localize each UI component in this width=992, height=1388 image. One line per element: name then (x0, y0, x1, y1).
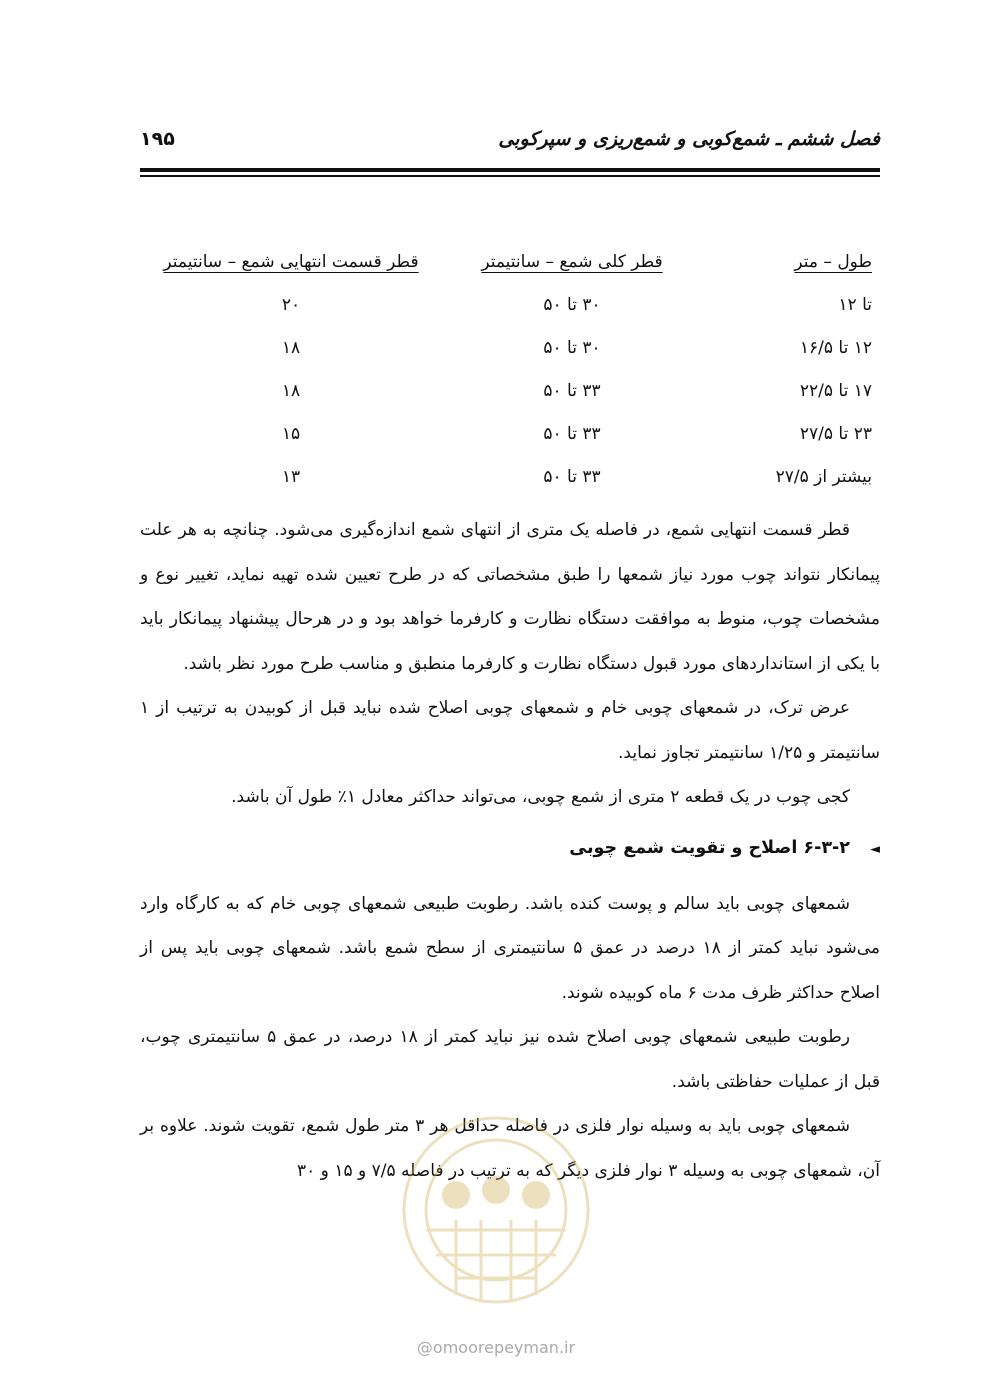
table-row (160, 424, 872, 467)
table-cell: ۱۸ (281, 381, 301, 401)
page-header (140, 128, 880, 162)
table-cell: بیشتر از ۲۷/۵ (775, 467, 872, 487)
table-row (160, 381, 872, 424)
watermark-logo-icon (396, 1110, 596, 1310)
table-cell: ۱۳ (281, 467, 301, 487)
section-heading-text: ۶-۳-۲ اصلاح و تقویت شمع چوبی (569, 837, 850, 858)
table-header-row (160, 252, 872, 295)
paragraph: کجی چوب در یک قطعه ۲ متری از شمع چوبی، می‌تواند حداکثر معادل ۱٪ طول آن باشد. (231, 787, 850, 807)
table-cell: تا ۱۲ (838, 295, 872, 315)
table-header-cell: قطر کلی شمع – سانتیمتر (481, 252, 663, 272)
paragraph: رطوبت طبیعی شمعهای چوبی اصلاح شده نیز نباید کمتر از ۱۸ درصد، در عمق ۵ سانتیمتری چوب، قبل از عملیات حفاظتی باشد. (140, 1027, 880, 1092)
table-cell: ۱۲ تا ۱۶/۵ (799, 338, 872, 358)
table-row (160, 295, 872, 338)
table-header-cell: قطر قسمت انتهایی شمع – سانتیمتر (163, 252, 419, 272)
table-cell: ۳۳ تا ۵۰ (543, 381, 601, 401)
chapter-title: فصل ششم ـ شمع‌کوبی و شمع‌ریزی و سپرکوبی (498, 128, 880, 150)
section-heading (140, 820, 880, 882)
table-row (160, 467, 872, 510)
table-cell: ۱۵ (281, 424, 301, 444)
page-number: ۱۹۵ (140, 128, 175, 150)
header-rule-thin (140, 175, 880, 177)
triangle-bullet-icon: ◄ (870, 841, 880, 857)
paragraph: شمعهای چوبی باید به وسیله نوار فلزی در فاصله حداقل هر ۳ متر طول شمع، تقویت شوند. علاوه بر آن، شمعهای چوبی به وسیله ۳ نوار فلزی دیگر که به ترتیب در فاصله ۷/۵ و ۱۵ و ۳۰ (140, 1116, 880, 1181)
table-cell: ۲۰ (281, 295, 301, 315)
watermark-url: @omoorepeyman.ir (416, 1338, 576, 1357)
table-row (160, 338, 872, 381)
paragraph: عرض ترک، در شمعهای چوبی خام و شمعهای چوبی اصلاح شده نباید قبل از کوبیدن به ترتیب از ۱ سانتیمتر و ۱/۲۵ سانتیمتر تجاوز نماید. (140, 698, 880, 763)
table-cell: ۱۸ (281, 338, 301, 358)
paragraph: شمعهای چوبی باید سالم و پوست کنده باشد. رطوبت طبیعی شمعهای چوبی خام که به کارگاه وارد می‌شود نباید کمتر از ۱۸ درصد در عمق ۵ سانتیمتری از سطح شمع باشد. شمعهای چوبی باید پس از اصلاح حداکثر ظرف مدت ۶ ماه کوبیده شوند. (140, 893, 880, 1003)
table-cell: ۳۰ تا ۵۰ (543, 338, 601, 358)
table-cell: ۱۷ تا ۲۲/۵ (799, 381, 872, 401)
table-cell: ۳۰ تا ۵۰ (543, 295, 601, 315)
table-cell: ۲۳ تا ۲۷/۵ (799, 424, 872, 444)
table-cell: ۳۳ تا ۵۰ (543, 467, 601, 487)
paragraph: قطر قسمت انتهایی شمع، در فاصله یک متری از انتهای شمع اندازه‌گیری می‌شود. چنانچه به هر علت پیمانکار نتواند چوب مورد نیاز شمعها را طبق مشخصاتی که در طرح تعیین شده تهیه نماید، تغییر نوع و مشخصات چوب، منوط به موافقت دستگاه نظارت و کارفرما خواهد بود و در هرحال پیشنهاد پیمانکار باید با یکی از استانداردهای مورد قبول دستگاه نظارت و کارفرما منطبق و مناسب طرح مورد نظر باشد. (140, 520, 880, 674)
pile-diameter-table (160, 252, 872, 510)
body-text (140, 508, 880, 1193)
table-header-cell: طول – متر (794, 252, 872, 272)
header-rule-thick (140, 168, 880, 172)
table-cell: ۳۳ تا ۵۰ (543, 424, 601, 444)
